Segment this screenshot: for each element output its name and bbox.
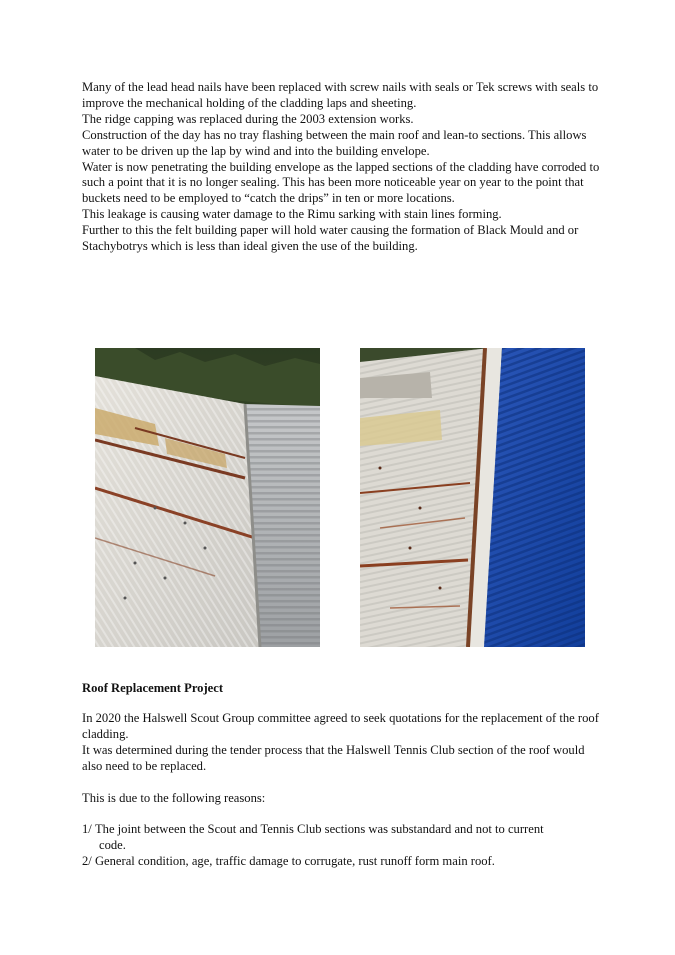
reasons-list: [82, 822, 602, 870]
list-number: 2/: [82, 854, 95, 869]
list-text: The joint between the Scout and Tennis Club sections was substandard and not to current: [94, 822, 544, 837]
observations-text: [82, 80, 612, 255]
list-item: [82, 822, 602, 838]
roof-photo-right: [360, 348, 585, 647]
paragraph-leakage: This leakage is causing water damage to the Rimu sarking with stain lines forming.: [82, 207, 502, 222]
paragraph-flashing: Construction of the day has no tray flashing between the main roof and lean-to sections. This allows water to be driven up the lap by wind and into the building envelope.: [82, 127, 587, 158]
list-item: [82, 854, 602, 870]
intro-paragraph-2: It was determined during the tender process that the Halswell Tennis Club section of the roof would also need to be replaced.: [82, 742, 585, 773]
paragraph-water: Water is now penetrating the building envelope as the lapped sections of the cladding have corroded to such a point that it is no longer sealing. This has been more noticeable year on year to the point that buckets need to be employed to “catch the drips” in ten or more locations.: [82, 159, 600, 206]
roof-replacement-text: [82, 711, 602, 870]
list-text-continued: code.: [99, 838, 126, 853]
list-text: General condition, age, traffic damage to corrugate, rust runoff form main roof.: [94, 854, 495, 869]
paragraph-ridge: The ridge capping was replaced during the 2003 extension works.: [82, 111, 414, 126]
list-number: 1/: [82, 822, 95, 837]
paragraph-mould: Further to this the felt building paper will hold water causing the formation of Black Mould and or Stachybotrys which is less than ideal given the use of the building.: [82, 223, 579, 254]
paragraph-nails: Many of the lead head nails have been replaced with screw nails with seals or Tek screws with seals to improve the mechanical holding of the cladding laps and sheeting.: [82, 80, 599, 110]
section-heading: Roof Replacement Project: [82, 681, 224, 695]
intro-paragraph-1: In 2020 the Halswell Scout Group committee agreed to seek quotations for the replacement of the roof cladding.: [82, 711, 599, 741]
roof-photo-left: [95, 348, 320, 647]
reasons-lead: This is due to the following reasons:: [82, 790, 266, 805]
